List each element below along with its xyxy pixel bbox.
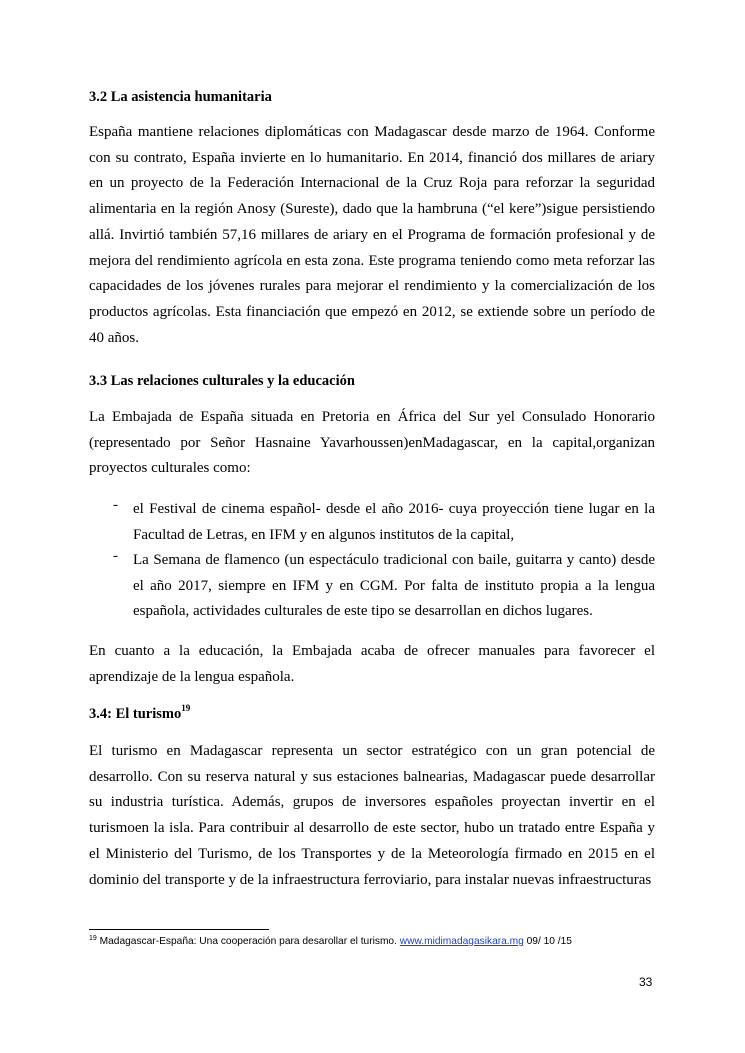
footnote-date: 09/ 10 /15 bbox=[526, 936, 572, 947]
paragraph-humanitarian-aid: España mantiene relaciones diplomáticas con Madagascar desde marzo de 1964. Conforme con su contrato, España invierte en lo humanitario. En 2014, financió dos millares de ariary en un proyecto de la Federación Internacional de la Cruz Roja para reforzar la seguridad alimentaria en la región Anosy (Sureste), dado que la hambruna (“el kere”)sigue persistiendo allá. Invirtió también 57,16 millares de ariary en el Programa de formación profesional y de mejora del rendimiento agrícola en esta zona. Este programa teniendo como meta reforzar las capacidades de los jóvenes rurales para mejorar el rendimiento y la comercialización de los productos agrícolas. Esta financiación que empezó en 2012, se extiende sobre un período de 40 años. bbox=[89, 124, 655, 346]
bullet-text: el Festival de cinema español- desde el año 2016- cuya proyección tiene lugar en la Facultad de Letras, en IFM y en algunos institutos de la capital, bbox=[133, 501, 655, 543]
section-heading-3-4-text: 3.4: El turismo bbox=[89, 706, 182, 722]
bullet-marker: - bbox=[113, 497, 118, 513]
page-number: 33 bbox=[639, 975, 653, 989]
bullet-marker: - bbox=[113, 548, 118, 564]
section-heading-3-2: 3.2 La asistencia humanitaria bbox=[89, 89, 272, 105]
paragraph-cultural-intro: La Embajada de España situada en Pretoria en África del Sur yel Consulado Honorario (representado por Señor Hasnaine Yavarhoussen)enMadagascar, en la capital,organizan proyectos culturales como: bbox=[89, 409, 655, 477]
footnote-number: 19 bbox=[89, 935, 97, 942]
footnote bbox=[89, 936, 572, 947]
footnote-link[interactable]: www.midimadagasikara.mg bbox=[399, 936, 524, 947]
footnote-text: Madagascar-España: Una cooperación para desarollar el turismo. bbox=[99, 936, 397, 947]
footnote-separator bbox=[89, 929, 269, 930]
section-heading-3-3: 3.3 Las relaciones culturales y la educación bbox=[89, 373, 355, 389]
paragraph-tourism: El turismo en Madagascar representa un sector estratégico con un gran potencial de desarrollo. Con su reserva natural y sus estaciones balnearias, Madagascar puede desarrollar su industria turística. Además, grupos de inversores españoles proyectan invertir en el turismoen la isla. Para contribuir al desarrollo de este sector, hubo un tratado entre España y el Ministerio del Turismo, de los Transportes y de la Meteorología firmado en 2015 en el dominio del transporte y de la infraestructura ferroviario, para instalar nuevas infraestructuras bbox=[89, 743, 655, 888]
bullet-text: La Semana de flamenco (un espectáculo tradicional con baile, guitarra y canto) desde el año 2017, siempre en IFM y en CGM. Por falta de instituto propia a la lengua española, actividades culturales de este tipo se desarrollan en dichos lugares. bbox=[133, 552, 655, 620]
section-heading-3-4 bbox=[89, 703, 191, 723]
paragraph-education: En cuanto a la educación, la Embajada acaba de ofrecer manuales para favorecer el aprendizaje de la lengua española. bbox=[89, 643, 655, 685]
footnote-reference[interactable]: 19 bbox=[181, 703, 191, 713]
